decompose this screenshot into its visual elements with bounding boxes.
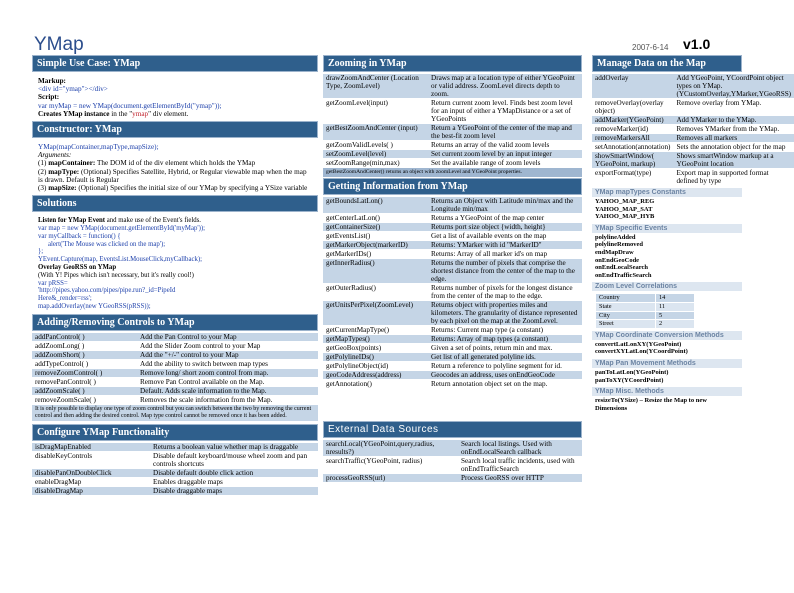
- table-row: [323, 326, 582, 335]
- table-row: [32, 486, 318, 495]
- method-description: Geocodes an address, uses onEndGeoCode: [428, 371, 582, 380]
- solution-heading-bold: Listen for YMap Event: [38, 217, 106, 225]
- table-row: [32, 341, 318, 350]
- table-row: [323, 159, 582, 168]
- argument-name: mapContainer:: [48, 159, 96, 168]
- list-item: polylineRemoved: [595, 241, 644, 249]
- section-title-constructor: Constructor: YMap: [32, 121, 318, 138]
- method-description: Remove Pan Control available on the Map.: [137, 377, 318, 386]
- configure-table: [32, 443, 318, 496]
- method-name: getMarkerIDs(): [323, 250, 428, 259]
- method-name: exportFormat(type): [592, 169, 673, 186]
- table-row: [592, 125, 794, 134]
- argument-desc: (Optional) Specifies the initial size of our YMap by specifying a YSize variable: [76, 184, 308, 193]
- method-description: Shows smartWindow markup at a YGeoPoint location: [673, 152, 794, 169]
- table-row: [32, 377, 318, 386]
- table-row: [323, 457, 582, 474]
- zoom-table: [595, 293, 695, 328]
- method-name: removePanControl( ): [32, 377, 137, 386]
- table-row: [323, 150, 582, 159]
- method-name: getOuterRadius(): [323, 284, 428, 301]
- table-row: [596, 294, 695, 303]
- method-description: 5: [656, 311, 695, 320]
- table-row: [323, 301, 582, 326]
- page-date: 2007-6-14: [632, 43, 669, 52]
- misc-item: resizeTo(YSize) – Resize the Map to new Dimensions: [595, 397, 707, 412]
- section-title-controls: Adding/Removing Controls to YMap: [32, 314, 318, 331]
- table-row: [323, 259, 582, 284]
- method-name: removeMarkersAll: [592, 134, 673, 143]
- solution-heading-2: Overlay GeoRSS on YMap: [38, 264, 117, 272]
- table-row: [592, 116, 794, 125]
- table-row: [323, 380, 582, 389]
- simple-use-case-body: [32, 74, 318, 121]
- method-name: setZoomLevel(level): [323, 150, 428, 159]
- table-row: [32, 477, 318, 486]
- subsection-pan: YMap Pan Movement Methods: [592, 359, 742, 368]
- method-description: Given a set of points, return min and max.: [428, 344, 582, 353]
- method-name: getBestZoomAndCenter (input): [323, 124, 428, 141]
- table-row: [323, 232, 582, 241]
- method-description: 11: [656, 302, 695, 311]
- list-item: onEndTrafficSearch: [595, 271, 652, 279]
- manage-table: [592, 74, 794, 186]
- table-row: [592, 169, 794, 186]
- table-row: [323, 371, 582, 380]
- column-left: [32, 55, 318, 496]
- creates-end: " div element.: [148, 109, 189, 118]
- method-name: removeZoomScale( ): [32, 395, 137, 404]
- page-version: v1.0: [683, 36, 711, 52]
- table-row: [323, 223, 582, 232]
- table-row: [592, 143, 794, 152]
- table-row: [32, 395, 318, 404]
- zooming-note: getBestZoomAndCenter() returns an object with zoomLevel and YGeoPoint properties.: [323, 168, 582, 177]
- argument-num: (3): [38, 184, 49, 193]
- markup-code: <div id="ymap"></div>: [38, 85, 108, 94]
- method-name: isDragMapEnabled: [32, 443, 150, 452]
- table-row: [323, 344, 582, 353]
- table-row: [592, 74, 794, 99]
- table-row: [323, 250, 582, 259]
- method-name: City: [596, 311, 656, 320]
- method-name: showSmartWindow( YGeoPoint, markup): [592, 152, 673, 169]
- table-row: [32, 443, 318, 452]
- method-name: getCurrentMapType(): [323, 326, 428, 335]
- creates-id: ymap: [132, 109, 149, 118]
- code-line: 'http://pipes.yahoo.com/pipes/pipe.run?_id=PipeId: [38, 287, 176, 295]
- creates-line: [38, 110, 312, 118]
- method-description: Return annotation object set on the map.: [428, 380, 582, 389]
- method-description: Returns object with properties miles and kilometers. The granularity of distance represented by each pixel on the map at the ZoomLevel.: [428, 301, 582, 326]
- code-line: var myCallback = function() {: [38, 232, 121, 240]
- method-description: Process GeoRSS over HTTP: [458, 474, 582, 483]
- method-name: getZoomLevel(input): [323, 99, 428, 124]
- table-row: [323, 124, 582, 141]
- method-name: drawZoomAndCenter (Location Type, ZoomLevel): [323, 74, 428, 99]
- method-description: Returns a boolean value whether map is draggable: [150, 443, 318, 452]
- method-name: addMarker(YGeoPoint): [592, 116, 673, 125]
- method-name: getInnerRadius(): [323, 259, 428, 284]
- method-description: Returns the number of pixels that comprise the shortest distance from the center of the map to the edge.: [428, 259, 582, 284]
- page-title: YMap: [34, 34, 84, 55]
- section-title-external: External Data Sources: [323, 421, 582, 438]
- method-name: searchTraffic(YGeoPoint, radius): [323, 457, 458, 474]
- argument-3: [38, 184, 312, 192]
- solutions-body: [32, 214, 318, 314]
- list-item: YAHOO_MAP_HYB: [595, 213, 655, 221]
- column-middle: [323, 55, 582, 483]
- method-name: addZoomScale( ): [32, 386, 137, 395]
- method-description: Disable draggable maps: [150, 486, 318, 495]
- table-row: [32, 368, 318, 377]
- method-name: addOverlay: [592, 74, 673, 99]
- method-description: Returns: YMarker with id "MarkerID": [428, 241, 582, 250]
- constructor-signature: YMap(mapContainer,mapType,mapSize);: [38, 143, 159, 152]
- list-item: convertXYLatLon(YCoordPoint): [595, 348, 688, 356]
- subsection-misc: YMap Misc. Methods: [592, 387, 742, 396]
- method-description: Default. Adds scale information to the Map.: [137, 386, 318, 395]
- method-name: getGeoBox(points): [323, 344, 428, 353]
- method-description: Returns: Array of all marker id's on map: [428, 250, 582, 259]
- method-name: getMarkerObject(markerID): [323, 241, 428, 250]
- method-description: Remove long/ short zoom control from map.: [137, 368, 318, 377]
- list-item: convertLatLonXY(YGeoPoint): [595, 340, 682, 348]
- argument-1: [38, 159, 312, 167]
- table-row: [323, 284, 582, 301]
- table-row: [323, 241, 582, 250]
- argument-name: mapType:: [48, 167, 80, 176]
- method-description: Sets the annotation object for the map: [673, 143, 794, 152]
- argument-2: [38, 168, 312, 184]
- method-name: getZoomValidLevels( ): [323, 141, 428, 150]
- controls-note: It is only possible to display one type of zoom control but you can switch between the two by removing the current control and then adding the desired control. Map type control cannot be removed once it has been added.: [32, 405, 318, 421]
- method-description: Return current zoom level. Finds best zoom level for an input of either a YMapDistance or a set of YGeoPoints: [428, 99, 582, 124]
- pan-list: [592, 368, 742, 385]
- method-name: geoCodeAddress(address): [323, 371, 428, 380]
- method-description: Add the Pan Control to your Map: [137, 333, 318, 342]
- method-description: Return a reference to polyline segment for id.: [428, 362, 582, 371]
- method-description: Enables draggable maps: [150, 477, 318, 486]
- subsection-events: YMap Specific Events: [592, 224, 742, 233]
- method-description: Removes the scale information from the Map.: [137, 395, 318, 404]
- method-name: addZoomLong( ): [32, 341, 137, 350]
- method-name: enableDragMap: [32, 477, 150, 486]
- table-row: [32, 350, 318, 359]
- method-description: Returns: Current map type (a constant): [428, 326, 582, 335]
- section-title-zooming: Zooming in YMap: [323, 55, 582, 72]
- method-name: getPolylineObject(id): [323, 362, 428, 371]
- method-description: Add the Slider Zoom control to your Map: [137, 341, 318, 350]
- method-name: getPolylineIDs(): [323, 353, 428, 362]
- markup-label: Markup:: [38, 77, 66, 85]
- method-name: setAnnotation(annotation): [592, 143, 673, 152]
- table-row: [596, 320, 695, 329]
- code-line: YEvent.Capture(map, EventsList.MouseClick,myCallback);: [38, 256, 203, 264]
- table-row: [32, 451, 318, 468]
- method-description: Return a YGeoPoint of the center of the map and the best-fit zoom level: [428, 124, 582, 141]
- list-item: YAHOO_MAP_SAT: [595, 205, 653, 213]
- list-item: YAHOO_MAP_REG: [595, 198, 655, 205]
- method-description: Search local listings. Used with onEndLocalSearch callback: [458, 440, 582, 457]
- creates-bold: Creates YMap instance: [38, 109, 110, 118]
- section-title-solutions: Solutions: [32, 195, 318, 212]
- method-description: 14: [656, 294, 695, 303]
- code-line: var map = new YMap(document.getElementById('myMap'));: [38, 225, 206, 233]
- code-line: var pRSS=: [38, 279, 68, 287]
- method-name: removeOverlay(overlay object): [592, 99, 673, 116]
- table-row: [323, 474, 582, 483]
- coord-list: [592, 340, 742, 357]
- table-row: [323, 197, 582, 214]
- argument-desc: (Optional) Specifies Satellite, Hybrid, or Regular viewable map when the map is drawn. Default is Regular: [38, 167, 307, 184]
- creates-mid: in the ": [109, 109, 133, 118]
- method-description: Set current zoom level by an input integer: [428, 150, 582, 159]
- zooming-table: [323, 74, 582, 168]
- info-table: [323, 197, 582, 389]
- method-description: Returns a YGeoPoint of the map center: [428, 214, 582, 223]
- script-label: Script:: [38, 93, 60, 102]
- list-item: endMapDraw: [595, 248, 634, 256]
- subsection-zoom: Zoom Level Correlations: [592, 282, 742, 291]
- method-description: Returns: Array of map types (a constant): [428, 335, 582, 344]
- method-name: disableDragMap: [32, 486, 150, 495]
- external-table: [323, 440, 582, 483]
- section-title-info: Getting Information from YMap: [323, 178, 582, 195]
- table-row: [596, 311, 695, 320]
- method-name: addZoomShort( ): [32, 350, 137, 359]
- method-name: disableKeyControls: [32, 451, 150, 468]
- maptypes-list: [592, 197, 742, 222]
- solution-note: (With Y! Pipes which isn't necessary, but it's really cool!): [38, 271, 194, 279]
- table-row: [32, 468, 318, 477]
- method-description: Draws map at a location type of either YGeoPoint or valid address. ZoomLevel directs depth to zoom.: [428, 74, 582, 99]
- table-row: [32, 386, 318, 395]
- method-name: Street: [596, 320, 656, 329]
- method-description: 2: [656, 320, 695, 329]
- method-description: Add YMarker to the YMap.: [673, 116, 794, 125]
- code-line: alert('The Mouse was clicked on the map');: [48, 240, 166, 248]
- table-row: [323, 362, 582, 371]
- method-description: Search local traffic incidents, used with onEndTrafficSearch: [458, 457, 582, 474]
- method-description: Get a list of available events on the map: [428, 232, 582, 241]
- table-row: [596, 302, 695, 311]
- method-description: Add the ability to switch between map types: [137, 359, 318, 368]
- method-name: getAnnotation(): [323, 380, 428, 389]
- method-name: disablePanOnDoubleClick: [32, 468, 150, 477]
- controls-table: [32, 333, 318, 405]
- table-row: [323, 214, 582, 223]
- list-item: panToXY(YCoordPoint): [595, 376, 664, 384]
- method-name: State: [596, 302, 656, 311]
- method-description: Get list of all generated polyline ids.: [428, 353, 582, 362]
- method-description: Set the available range of zoom levels: [428, 159, 582, 168]
- column-right: [592, 55, 792, 413]
- method-description: Export map in supported format defined by type: [673, 169, 794, 186]
- argument-num: (2): [38, 167, 49, 176]
- method-description: Remove overlay from YMap.: [673, 99, 794, 116]
- subsection-coord: YMap Coordinate Conversion Methods: [592, 331, 742, 340]
- table-row: [323, 440, 582, 457]
- solution-heading-rest: and make use of the Event's fields.: [105, 217, 202, 225]
- method-name: getMapTypes(): [323, 335, 428, 344]
- method-name: setZoomRange(min,max): [323, 159, 428, 168]
- method-name: getBoundsLatLon(): [323, 197, 428, 214]
- argument-name: mapSize:: [48, 184, 77, 193]
- table-row: [323, 141, 582, 150]
- code-line: Here&_render=rss';: [38, 295, 92, 303]
- subsection-maptypes: YMap mapTypes Constants: [592, 188, 742, 197]
- list-item: onEndLocalSearch: [595, 264, 648, 272]
- table-row: [32, 333, 318, 342]
- table-row: [592, 152, 794, 169]
- method-description: Removes YMarker from the YMap.: [673, 125, 794, 134]
- solution-heading: [38, 217, 312, 225]
- code-line: };: [38, 248, 44, 256]
- method-name: getUnitsPerPixel(ZoomLevel): [323, 301, 428, 326]
- method-description: Returns number of pixels for the longest distance from the center of the map to the edge.: [428, 284, 582, 301]
- method-name: searchLocal(YGeoPoint,query,radius, nresults?): [323, 440, 458, 457]
- events-list: [592, 233, 742, 281]
- code-line: map.addOverlay(new YGeoRSS(pRSS));: [38, 303, 151, 310]
- method-name: processGeoRSS(url): [323, 474, 458, 483]
- table-row: [323, 353, 582, 362]
- method-name: removeZoomControl( ): [32, 368, 137, 377]
- table-row: [32, 359, 318, 368]
- method-name: getEventsList(): [323, 232, 428, 241]
- method-description: Returns port size object {width, height}: [428, 223, 582, 232]
- section-title-simple: Simple Use Case: YMap: [32, 55, 318, 72]
- section-title-configure: Configure YMap Functionality: [32, 424, 318, 441]
- table-row: [323, 74, 582, 99]
- table-row: [323, 99, 582, 124]
- table-row: [592, 134, 794, 143]
- table-row: [323, 335, 582, 344]
- method-description: Add YGeoPoint, YCoordPoint object types on YMap.(YCustomOverlay,YMarker,YGeoRSS): [673, 74, 794, 99]
- script-code: var myMap = new YMap(document.getElementById("ymap"));: [38, 101, 222, 110]
- method-name: Country: [596, 294, 656, 303]
- argument-desc: The DOM id of the div element which holds the YMap: [95, 159, 256, 168]
- constructor-body: [32, 140, 318, 195]
- method-description: Disable default double click action: [150, 468, 318, 477]
- list-item: polylineAdded: [595, 233, 636, 241]
- method-description: Removes all markers: [673, 134, 794, 143]
- section-title-manage: Manage Data on the Map: [592, 55, 742, 72]
- method-name: getCenterLatLon(): [323, 214, 428, 223]
- method-name: removeMarker(id): [592, 125, 673, 134]
- method-name: addPanControl( ): [32, 333, 137, 342]
- list-item: onEndGeoCode: [595, 256, 640, 264]
- method-name: addTypeControl( ): [32, 359, 137, 368]
- method-description: Returns an array of the valid zoom levels: [428, 141, 582, 150]
- table-row: [592, 99, 794, 116]
- list-item: panToLatLon(YGeoPoint): [595, 368, 669, 376]
- arguments-label: Arguments:: [38, 151, 72, 160]
- method-description: Returns an Object with Latitude min/max and the Longitude min/max: [428, 197, 582, 214]
- method-description: Add the "+/-" control to your Map: [137, 350, 318, 359]
- method-description: Disable default keyboard/mouse wheel zoom and pan controls shortcuts: [150, 451, 318, 468]
- argument-num: (1): [38, 159, 49, 168]
- method-name: getContainerSize(): [323, 223, 428, 232]
